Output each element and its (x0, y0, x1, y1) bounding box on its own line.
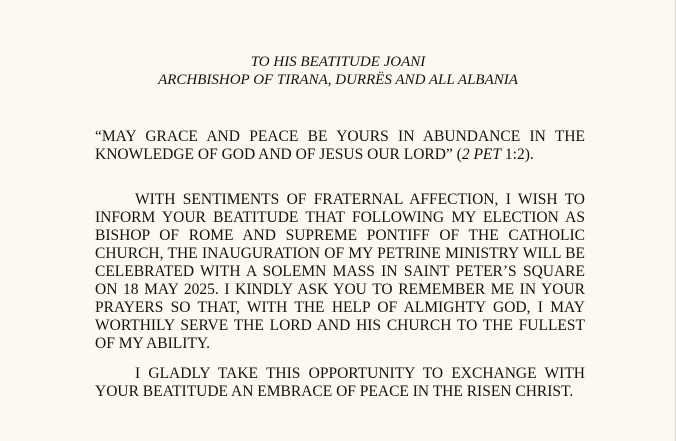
body-paragraph: WITH SENTIMENTS OF FRATERNAL AFFECTION, I WISH TO INFORM YOUR BEATITUDE THAT FOLLOWING MY ELECTION AS BISHOP OF ROME AND SUPREME PONTIFF OF THE CATHOLIC CHURCH, THE INAUGURATION OF MY PETRINE MINISTRY WILL BE CELEBRATED WITH A SOLEMN MASS IN SAINT PETER’S SQUARE ON 18 MAY 2025. I KINDLY ASK YOU TO REMEMBER ME IN YOUR PRAYERS SO THAT, WITH THE HELP OF ALMIGHTY GOD, I MAY WORTHILY SERVE THE LORD AND HIS CHURCH TO THE FULLEST OF MY ABILITY. (95, 191, 585, 352)
greeting-text: “MAY GRACE AND PEACE BE YOURS IN ABUNDANCE IN THE KNOWLEDGE OF GOD AND OF JESUS OUR LORD” ( (95, 128, 585, 163)
scripture-reference-book: 2 PET (461, 146, 502, 163)
closing-paragraph: I GLADLY TAKE THIS OPPORTUNITY TO EXCHANGE WITH YOUR BEATITUDE AN EMBRACE OF PEACE IN THE RISEN CHRIST. (95, 365, 585, 400)
scripture-reference-tail: 1:2). (501, 146, 534, 163)
addressee-line: TO HIS BEATITUDE JOANI (250, 54, 426, 70)
addressee-title-line: ARCHBISHOP OF TIRANA, DURRËS AND ALL ALBANIA (158, 72, 518, 88)
scripture-greeting (95, 128, 585, 164)
